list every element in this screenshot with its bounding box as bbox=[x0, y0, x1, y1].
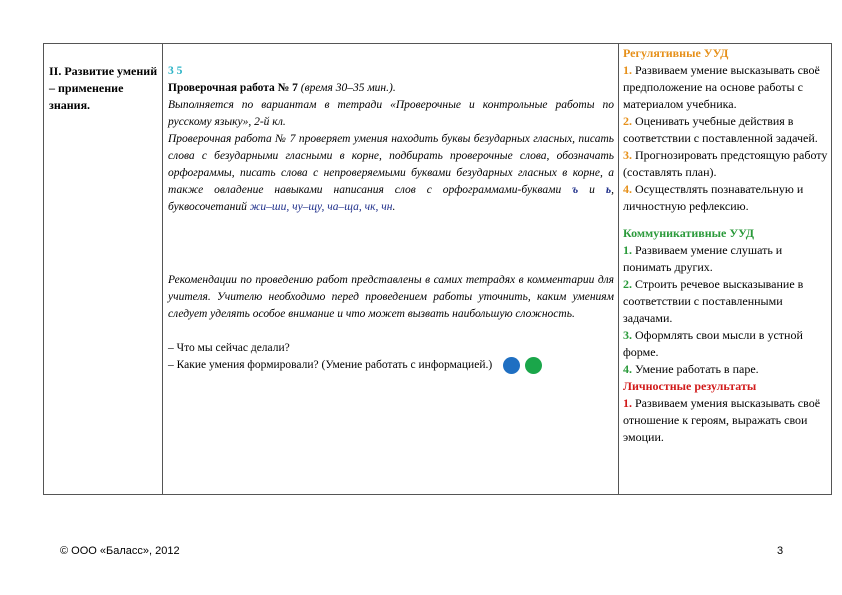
task-title bbox=[168, 80, 614, 97]
communicative-list bbox=[623, 242, 828, 378]
item-text: Оценивать учебные действия в соответствии с поставленной задачей. bbox=[623, 114, 818, 145]
personal-heading: Личностные результаты bbox=[623, 379, 757, 393]
combos-label: , буквосочетаний bbox=[168, 184, 614, 213]
item-number: 4. bbox=[623, 182, 632, 196]
item-number: 3. bbox=[623, 328, 632, 342]
letter-combos: жи–ши, чу–щу, ча–ща, чк, чн bbox=[249, 201, 393, 213]
task-line-1: Выполняется по вариантам в тетради «Проверочные и контрольные работы по русскому языку», 2-й кл. bbox=[168, 99, 614, 128]
question-2-line bbox=[168, 357, 614, 374]
item-text: Умение работать в паре. bbox=[632, 362, 759, 376]
list-item bbox=[623, 361, 828, 378]
question-1: – Что мы сейчас делали? bbox=[168, 342, 290, 354]
stage-cell bbox=[44, 44, 163, 495]
list-item bbox=[623, 242, 828, 276]
list-item bbox=[623, 327, 828, 361]
task-line-2 bbox=[168, 131, 614, 216]
footer-copyright: © ООО «Баласс», 2012 bbox=[60, 545, 180, 557]
green-circle-icon bbox=[525, 357, 542, 374]
task-line-2-text: Проверочная работа № 7 проверяет умения находить буквы безударных гласных, писать слова с безударными гласными в корне, подбирать проверочные слова, обозначать орфограммы, писать слова с непроверяемыми буквами безударных гласных в корне, а также овладение навыками написания слов с орфограммами-буквами bbox=[168, 133, 614, 196]
task-title-bold: Проверочная работа № 7 bbox=[168, 82, 298, 94]
blue-circle-icon bbox=[503, 357, 520, 374]
item-text: Оформлять свои мысли в устной форме. bbox=[623, 328, 803, 359]
item-text: Строить речевое высказывание в соответствии с поставленными задачами. bbox=[623, 277, 804, 325]
item-number: 4. bbox=[623, 362, 632, 376]
item-number: 1. bbox=[623, 63, 632, 77]
soft-sign: ь bbox=[605, 184, 612, 196]
uud-cell bbox=[619, 44, 832, 495]
personal-list bbox=[623, 395, 828, 446]
and-text: и bbox=[578, 184, 606, 196]
item-number: 3. bbox=[623, 148, 632, 162]
page-number: 3 bbox=[777, 545, 784, 557]
circle-icons bbox=[503, 357, 542, 374]
item-text: Прогнозировать предстоящую работу (составлять план). bbox=[623, 148, 828, 179]
table-row bbox=[44, 44, 832, 495]
hard-sign: ъ bbox=[572, 184, 579, 196]
item-number: 1. bbox=[623, 396, 632, 410]
item-number: 2. bbox=[623, 114, 632, 128]
item-text: Развиваем умение слушать и понимать других. bbox=[623, 243, 783, 274]
recommendations: Рекомендации по проведению работ представлены в самих тетрадях в комментарии для учителя. Учителю необходимо перед проведением работы уточнить, каким умениям следует уделять особое внимание и что может вызвать наибольшую сложность. bbox=[168, 274, 614, 320]
item-text: Осуществлять познавательную и личностную рефлексию. bbox=[623, 182, 804, 213]
content-cell bbox=[163, 44, 619, 495]
item-text: Развиваем умения высказывать своё отношение к героям, выражать свои эмоции. bbox=[623, 396, 821, 444]
task-title-time: (время 30–35 мин.). bbox=[297, 82, 396, 94]
regulative-heading: Регулятивные УУД bbox=[623, 46, 729, 60]
question-2: – Какие умения формировали? (Умение работать с информацией.) bbox=[168, 359, 493, 371]
list-item bbox=[623, 113, 828, 147]
period: . bbox=[392, 201, 396, 213]
list-item bbox=[623, 276, 828, 327]
item-number: 1. bbox=[623, 243, 632, 257]
stage-title: II. Развитие умений – применение знания. bbox=[49, 64, 158, 112]
slide-numbers: 3 5 bbox=[168, 65, 183, 77]
communicative-heading: Коммуникативные УУД bbox=[623, 226, 755, 240]
list-item bbox=[623, 181, 828, 215]
regulative-list bbox=[623, 62, 828, 215]
lesson-table bbox=[43, 43, 832, 495]
list-item bbox=[623, 147, 828, 181]
list-item bbox=[623, 395, 828, 446]
list-item bbox=[623, 62, 828, 113]
item-text: Развиваем умение высказывать своё предположение на основе работы с материалом учебника. bbox=[623, 63, 820, 111]
item-number: 2. bbox=[623, 277, 632, 291]
